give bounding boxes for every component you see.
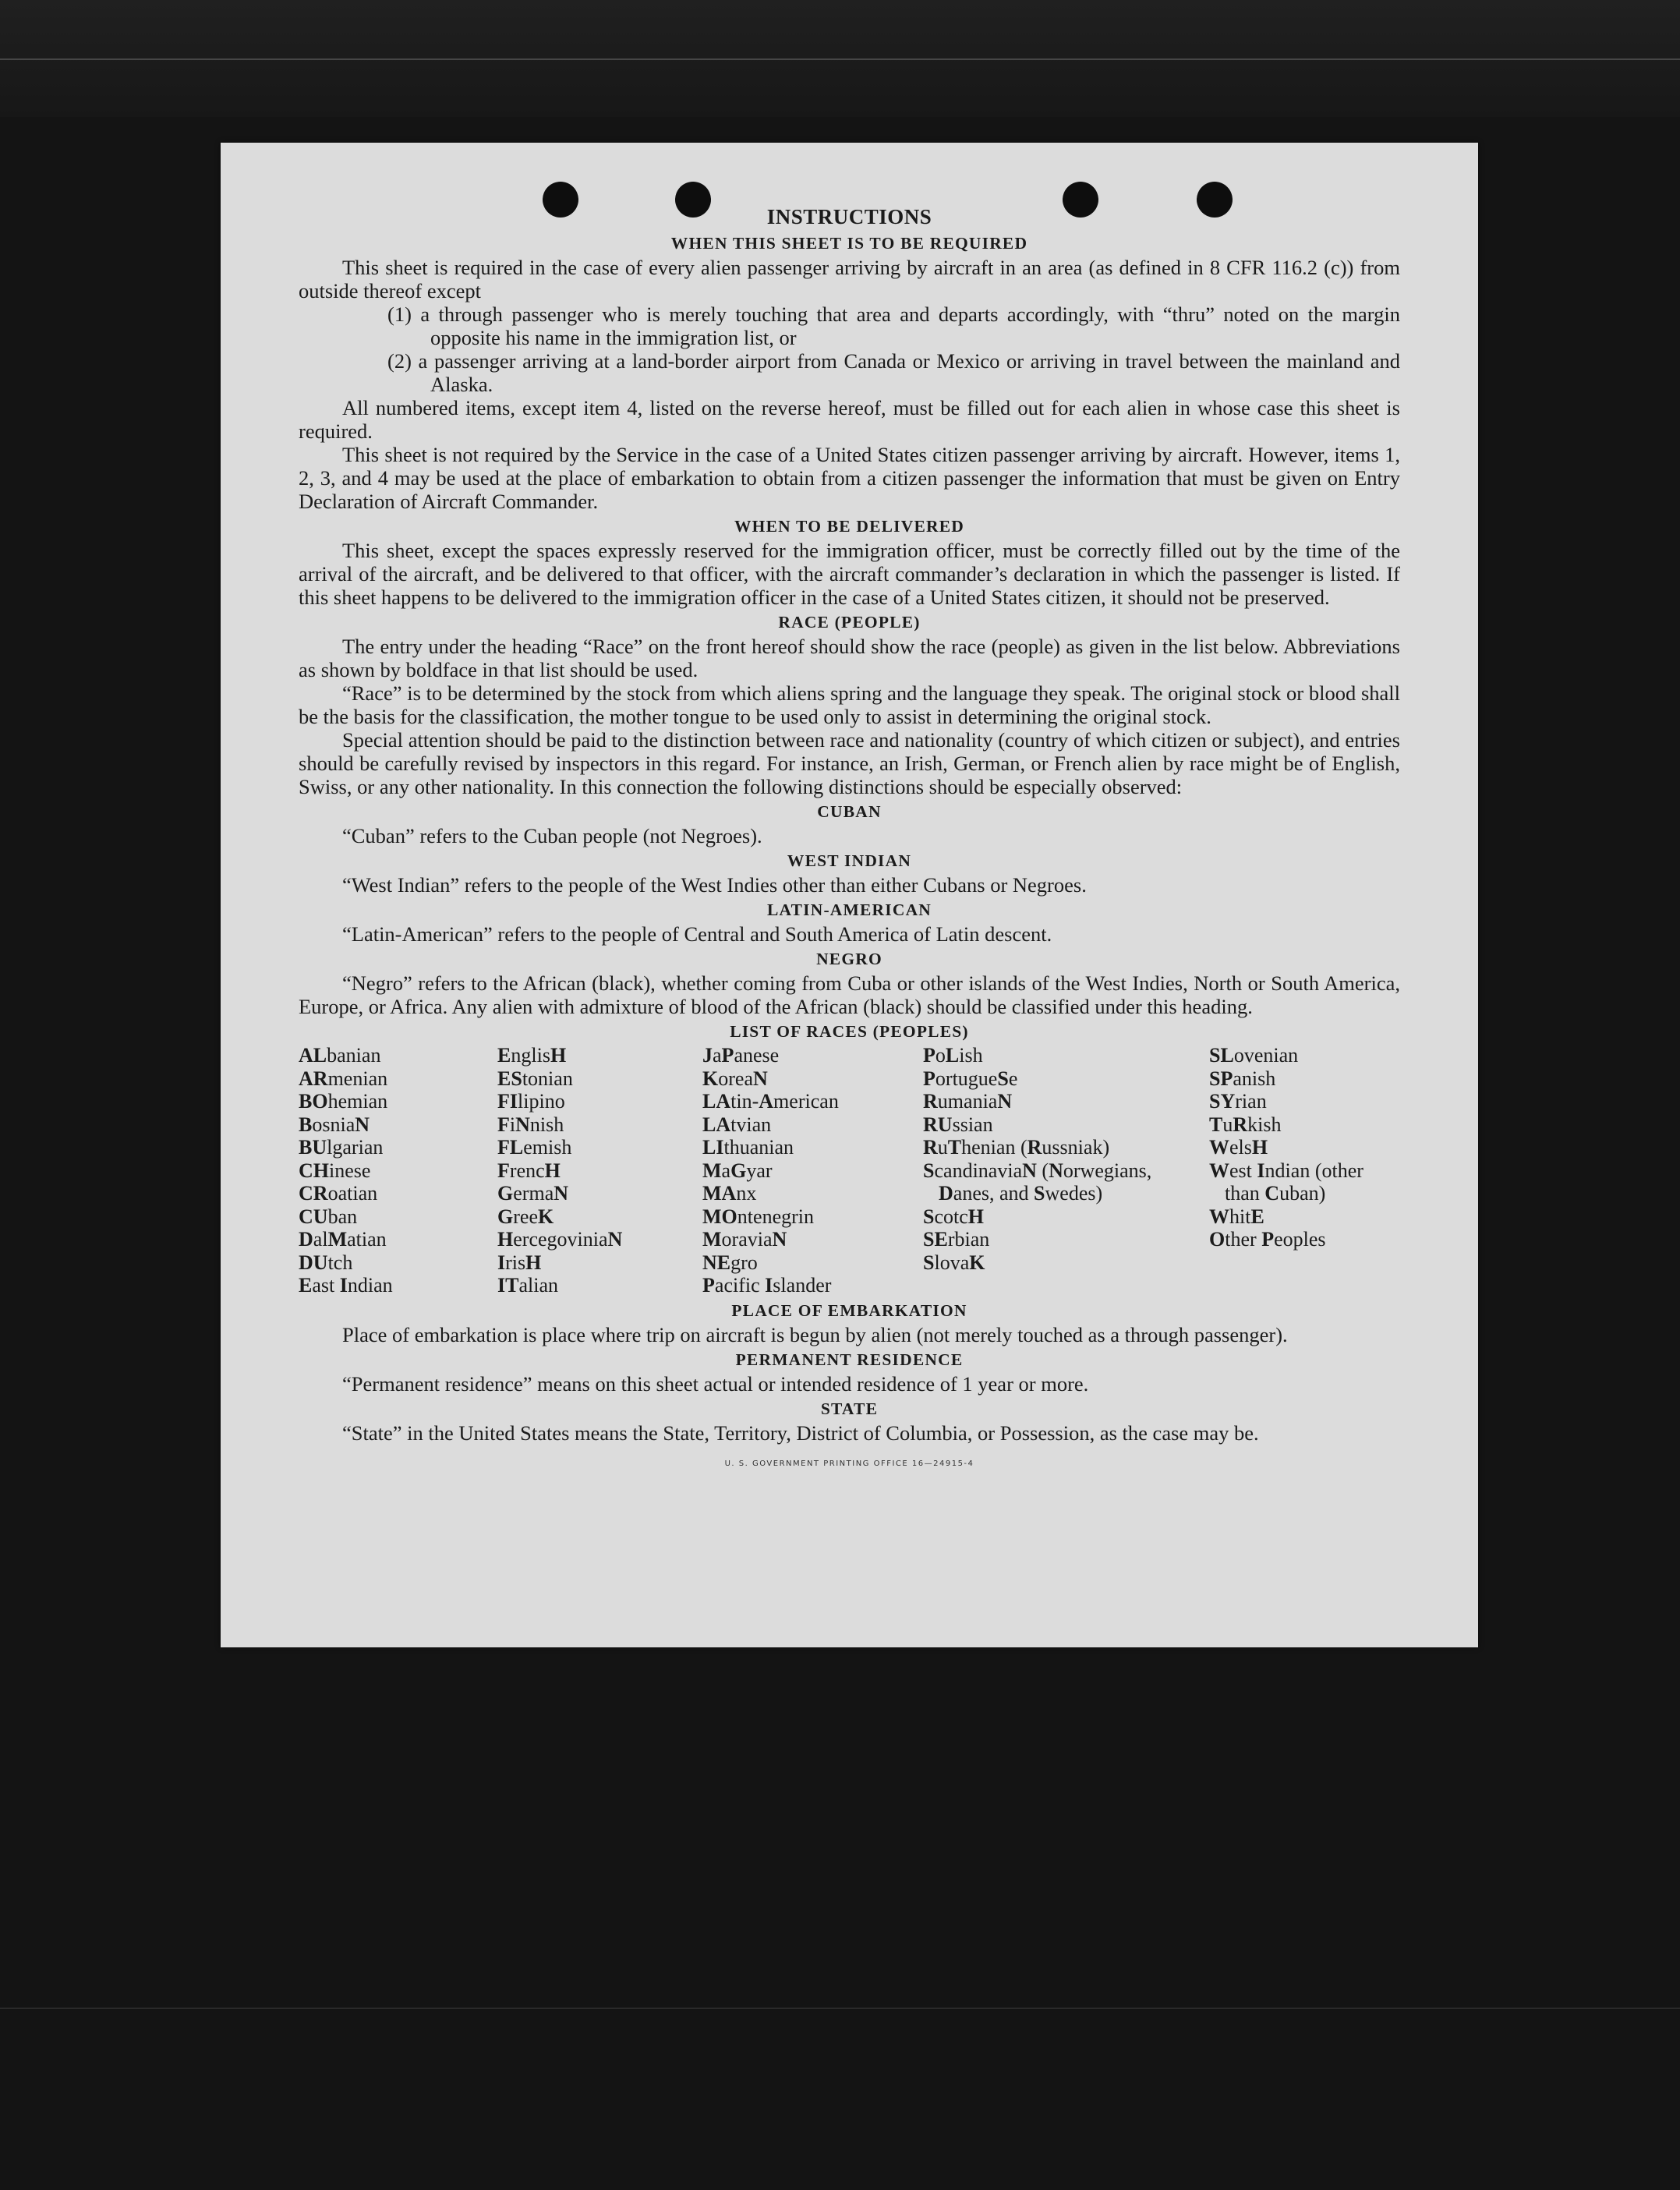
race-item: RumaniaN [923, 1090, 1013, 1113]
paragraph-race-entry: The entry under the heading “Race” on the front hereof should show the race (people) as given in the list below. Abbreviations as shown by boldface in that list should be used. [299, 635, 1400, 681]
race-item: GermaN [497, 1182, 569, 1205]
paragraph-numbered-items: All numbered items, except item 4, listed on the reverse hereof, must be filled out for each alien in whose case this sheet is required. [299, 396, 1400, 443]
race-item: WelsH [1209, 1136, 1268, 1159]
heading-when-delivered: WHEN TO BE DELIVERED [734, 517, 965, 536]
race-item: MAnx [702, 1182, 757, 1205]
race-item: BUlgarian [299, 1136, 384, 1159]
race-item: HercegoviniaN [497, 1228, 623, 1251]
paragraph-embarkation: Place of embarkation is place where trip on aircraft is begun by alien (not merely touched as a through passenger). [342, 1322, 1288, 1346]
paragraph-latin-american: “Latin-American” refers to the people of Central and South America of Latin descent. [342, 922, 1052, 946]
race-item: ALbanian [299, 1044, 381, 1067]
heading-when-required: WHEN THIS SHEET IS TO BE REQUIRED [670, 234, 1028, 253]
race-item: CRoatian [299, 1182, 378, 1205]
heading-list-of-races: LIST OF RACES (PEOPLES) [730, 1022, 969, 1041]
race-item: FiNnish [497, 1113, 564, 1136]
heading-place-of-embarkation: PLACE OF EMBARKATION [731, 1300, 967, 1320]
race-item: MOntenegrin [702, 1205, 815, 1228]
race-item: FLemish [497, 1136, 572, 1159]
race-item: SPanish [1209, 1067, 1276, 1090]
race-item: SLovenian [1209, 1044, 1299, 1067]
race-item: FrencH [497, 1159, 561, 1182]
race-item: ScotcH [923, 1205, 985, 1228]
paragraph-state: “State” in the United States means the State, Territory, District of Columbia, or Possession, as the case may be. [342, 1420, 1259, 1445]
heading-west-indian: WEST INDIAN [787, 851, 912, 870]
race-item: BOhemian [299, 1090, 388, 1113]
race-item: TuRkish [1209, 1113, 1282, 1136]
race-item: SlovaK [923, 1251, 985, 1274]
paragraph-negro: “Negro” refers to the African (black), whether coming from Cuba or other islands of the West Indies, North or South America, Europe, or Africa. Any alien with admixture of blood of the African (black) should be classified under this heading. [299, 971, 1400, 1018]
paragraph-race-nationality: Special attention should be paid to the distinction between race and nationality (country of which citizen or subject), and entries should be carefully revised by inspectors in this regard. For instance, an Irish, German, or French alien by race might be of English, Swiss, or any other nationality. In this connection the following distinctions should be especially observed: [299, 728, 1400, 798]
film-scratch-line [0, 2008, 1680, 2009]
race-item: LAtvian [702, 1113, 772, 1136]
race-item: CUban [299, 1205, 358, 1228]
paragraph-required-intro: This sheet is required in the case of every alien passenger arriving by aircraft in an area (as defined in 8 CFR 116.2 (c)) from outside thereof except [299, 256, 1400, 302]
race-item: ITalian [497, 1274, 559, 1297]
heading-negro: NEGRO [816, 950, 882, 968]
heading-cuban: CUBAN [817, 802, 882, 821]
races-column-1 [299, 1044, 497, 1297]
printer-imprint: U. S. GOVERNMENT PRINTING OFFICE 16—24915-4 [724, 1459, 974, 1468]
race-item: PoLish [923, 1044, 983, 1067]
races-column-3 [702, 1044, 923, 1297]
heading-latin-american: LATIN-AMERICAN [766, 900, 932, 919]
race-item: Pacific Islander [702, 1274, 832, 1297]
exception-item-2: (2) a passenger arriving at a land-border airport from Canada or Mexico or arriving in travel between the mainland and Alaska. [387, 349, 1400, 396]
race-item: MoraviaN [702, 1228, 787, 1251]
races-list [299, 1044, 1400, 1297]
race-item: EStonian [497, 1067, 573, 1090]
paragraph-cuban: “Cuban” refers to the Cuban people (not Negroes). [342, 824, 762, 847]
races-column-5 [1209, 1044, 1400, 1297]
race-item: FIlipino [497, 1090, 565, 1113]
race-item: DUtch [299, 1251, 353, 1274]
heading-race: RACE (PEOPLE) [778, 613, 921, 632]
race-item: JaPanese [702, 1044, 780, 1067]
instruction-sheet [221, 143, 1478, 1647]
race-item: East Indian [299, 1274, 393, 1297]
race-item: ScandinaviaN (Norwegians, Danes, and Swedes) [923, 1159, 1152, 1205]
paragraph-residence: “Permanent residence” means on this sheet actual or intended residence of 1 year or more. [342, 1371, 1089, 1396]
paragraph-citizen: This sheet is not required by the Service in the case of a United States citizen passenger arriving by aircraft. However, items 1, 2, 3, and 4 may be used at the place of embarkation to obtain from a citizen passenger the information that must be given on Entry Declaration of Aircraft Commander. [299, 443, 1400, 513]
race-item: PortugueSe [923, 1067, 1018, 1090]
race-item: West Indian (other than Cuban) [1209, 1159, 1363, 1205]
race-item: EnglisH [497, 1044, 567, 1067]
race-item: RuThenian (Russniak) [923, 1136, 1110, 1159]
race-item: SErbian [923, 1228, 990, 1251]
races-column-2 [497, 1044, 702, 1297]
heading-state: STATE [820, 1399, 879, 1418]
paragraph-west-indian: “West Indian” refers to the people of the West Indies other than either Cubans or Negroes. [342, 873, 1087, 897]
races-column-4 [923, 1044, 1209, 1297]
race-item: ARmenian [299, 1067, 388, 1090]
race-item: KoreaN [702, 1067, 768, 1090]
race-item: RUssian [923, 1113, 993, 1136]
race-item: CHinese [299, 1159, 371, 1182]
race-item: LAtin-American [702, 1090, 839, 1113]
race-item: WhitE [1209, 1205, 1264, 1228]
heading-permanent-residence: PERMANENT RESIDENCE [735, 1350, 964, 1369]
race-item: DalMatian [299, 1228, 387, 1251]
race-item: BosniaN [299, 1113, 370, 1136]
exception-item-1: (1) a through passenger who is merely touching that area and departs accordingly, with “thru” noted on the margin opposite his name in the immigration list, or [387, 302, 1400, 349]
race-item: LIthuanian [702, 1136, 794, 1159]
film-scratch-line [0, 58, 1680, 60]
race-item: MaGyar [702, 1159, 773, 1182]
race-item: NEgro [702, 1251, 758, 1274]
paragraph-race-stock: “Race” is to be determined by the stock from which aliens spring and the language they speak. The original stock or blood shall be the basis for the classification, the mother tongue to be used only to assist in determining the original stock. [299, 681, 1400, 728]
race-item: IrisH [497, 1251, 542, 1274]
paragraph-delivery: This sheet, except the spaces expressly reserved for the immigration officer, must be correctly filled out by the time of the arrival of the aircraft, and be delivered to that officer, with the aircraft commander’s declaration in which the passenger is listed. If this sheet happens to be delivered to the immigration officer in the case of a United States citizen, it should not be preserved. [299, 539, 1400, 609]
race-item: GreeK [497, 1205, 554, 1228]
sheet-content [299, 203, 1400, 1476]
race-item: SYrian [1209, 1090, 1267, 1113]
race-item: Other Peoples [1209, 1228, 1326, 1251]
page-title: INSTRUCTIONS [766, 205, 932, 228]
